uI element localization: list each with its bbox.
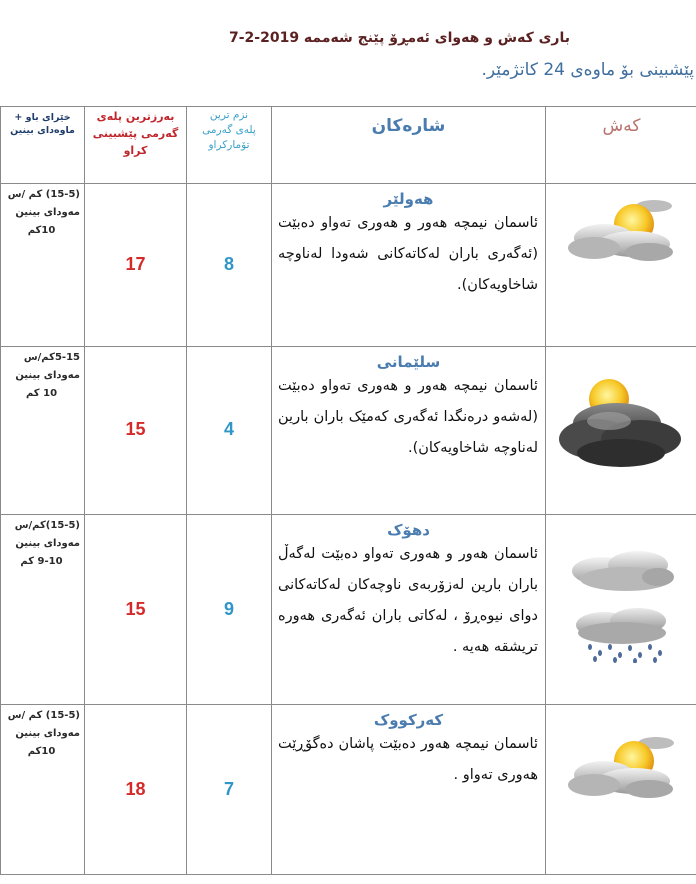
header-min-line: نزم ترین	[209, 109, 249, 121]
table-row	[1, 184, 696, 347]
max-temp: 15	[125, 599, 146, 619]
rain-cloud-icon	[546, 595, 696, 663]
min-temp-cell	[187, 184, 272, 347]
visibility-value: 10کم	[27, 746, 56, 757]
wind-speed: 5-15کم/س	[23, 352, 80, 363]
city-cell	[272, 347, 546, 515]
header-min-temp	[187, 107, 272, 184]
header-max-line: بەرزترین پلەی	[96, 110, 175, 123]
header-weather	[546, 107, 696, 184]
wind-cell	[1, 347, 85, 515]
city-cell	[272, 705, 546, 875]
forecast-subtitle: پێشبینی بۆ ماوەی 24 کاتژمێر.	[481, 60, 694, 80]
city-cell	[272, 515, 546, 705]
header-min-line: پلەی گەرمی	[202, 124, 256, 136]
max-temp-cell	[85, 705, 187, 875]
table-row	[1, 515, 696, 705]
max-temp-cell	[85, 184, 187, 347]
city-description: ئاسمان هەور و هەوری تەواو دەبێت لەگەڵ باران بارین لەزۆربەی ناوچەکان لەکاتەکانی دوای نیوەڕۆ ، لەکاتی باران ئەگەری هەورە تریشقە هەیە .	[278, 546, 538, 655]
header-wind-line: ماوەدای بینین	[10, 125, 75, 136]
header-max-line: کراو	[123, 144, 148, 157]
header-max-line: گەرمی پێشبینی	[92, 127, 179, 140]
weather-cell	[546, 515, 696, 705]
visibility-value: 9-10 کم	[20, 556, 63, 567]
city-description: ئاسمان نیمچە هەور دەبێت پاشان دەگۆڕێت هەوری تەواو .	[278, 736, 538, 783]
header-cities	[272, 107, 546, 184]
overcast-cloud-icon	[546, 515, 696, 595]
table-row	[1, 705, 696, 875]
visibility-label: مەودای بینین	[15, 728, 80, 739]
max-temp: 17	[125, 254, 146, 274]
wind-speed: (15-5) کم /س	[7, 189, 80, 200]
city-description: ئاسمان نیمچە هەور و هەوری تەواو دەبێت (ئەگەری باران لەکاتەکانی شەودا لەناوچە شاخاویەکان).	[278, 215, 538, 293]
weather-cell	[546, 705, 696, 875]
header-wind-line: خێرای باو +	[14, 112, 71, 123]
min-temp-cell	[187, 705, 272, 875]
header-weather-label: کەش	[602, 116, 641, 136]
table-row	[1, 347, 696, 515]
visibility-label: مەودای بینین	[15, 370, 80, 381]
min-temp: 8	[223, 254, 234, 274]
table-header-row	[1, 107, 696, 184]
city-name: هەولێر	[383, 190, 434, 208]
max-temp: 15	[125, 419, 146, 439]
header-cities-label: شارەکان	[371, 116, 446, 136]
city-cell	[272, 184, 546, 347]
min-temp-cell	[187, 347, 272, 515]
page-title: باری کەش و هەوای ئەمڕۆ پێنج شەممە 2019-2-7	[228, 30, 570, 46]
header-min-line: تۆمارکراو	[208, 139, 250, 151]
weather-cell	[546, 184, 696, 347]
min-temp-cell	[187, 515, 272, 705]
partly-cloudy-sun-icon	[546, 705, 696, 803]
wind-speed: (15-5) کم /س	[7, 710, 80, 721]
wind-cell	[1, 184, 85, 347]
weather-cell	[546, 347, 696, 515]
visibility-label: مەودای بینین	[15, 207, 80, 218]
visibility-value: 10 کم	[25, 388, 58, 399]
max-temp-cell	[85, 515, 187, 705]
min-temp: 4	[223, 419, 234, 439]
dark-cloud-sun-icon	[546, 347, 696, 473]
partly-cloudy-sun-icon	[546, 184, 696, 266]
wind-speed: (15-5)کم/س	[14, 520, 80, 531]
visibility-label: مەودای بینین	[15, 538, 80, 549]
header-wind	[1, 107, 85, 184]
city-name: دهۆک	[387, 521, 430, 539]
city-name: کەرکووک	[373, 711, 444, 729]
visibility-value: 10کم	[27, 225, 56, 236]
wind-cell	[1, 515, 85, 705]
min-temp: 7	[223, 779, 234, 799]
wind-cell	[1, 705, 85, 875]
min-temp: 9	[223, 599, 234, 619]
forecast-table	[0, 106, 696, 875]
max-temp-cell	[85, 347, 187, 515]
header-max-temp	[85, 107, 187, 184]
max-temp: 18	[125, 779, 146, 799]
city-description: ئاسمان نیمچە هەور و هەوری تەواو دەبێت (لەشەو درەنگدا ئەگەری کەمێک باران بارین لەناوچە شاخاویەکان).	[278, 378, 538, 456]
city-name: سلێمانی	[376, 353, 441, 371]
